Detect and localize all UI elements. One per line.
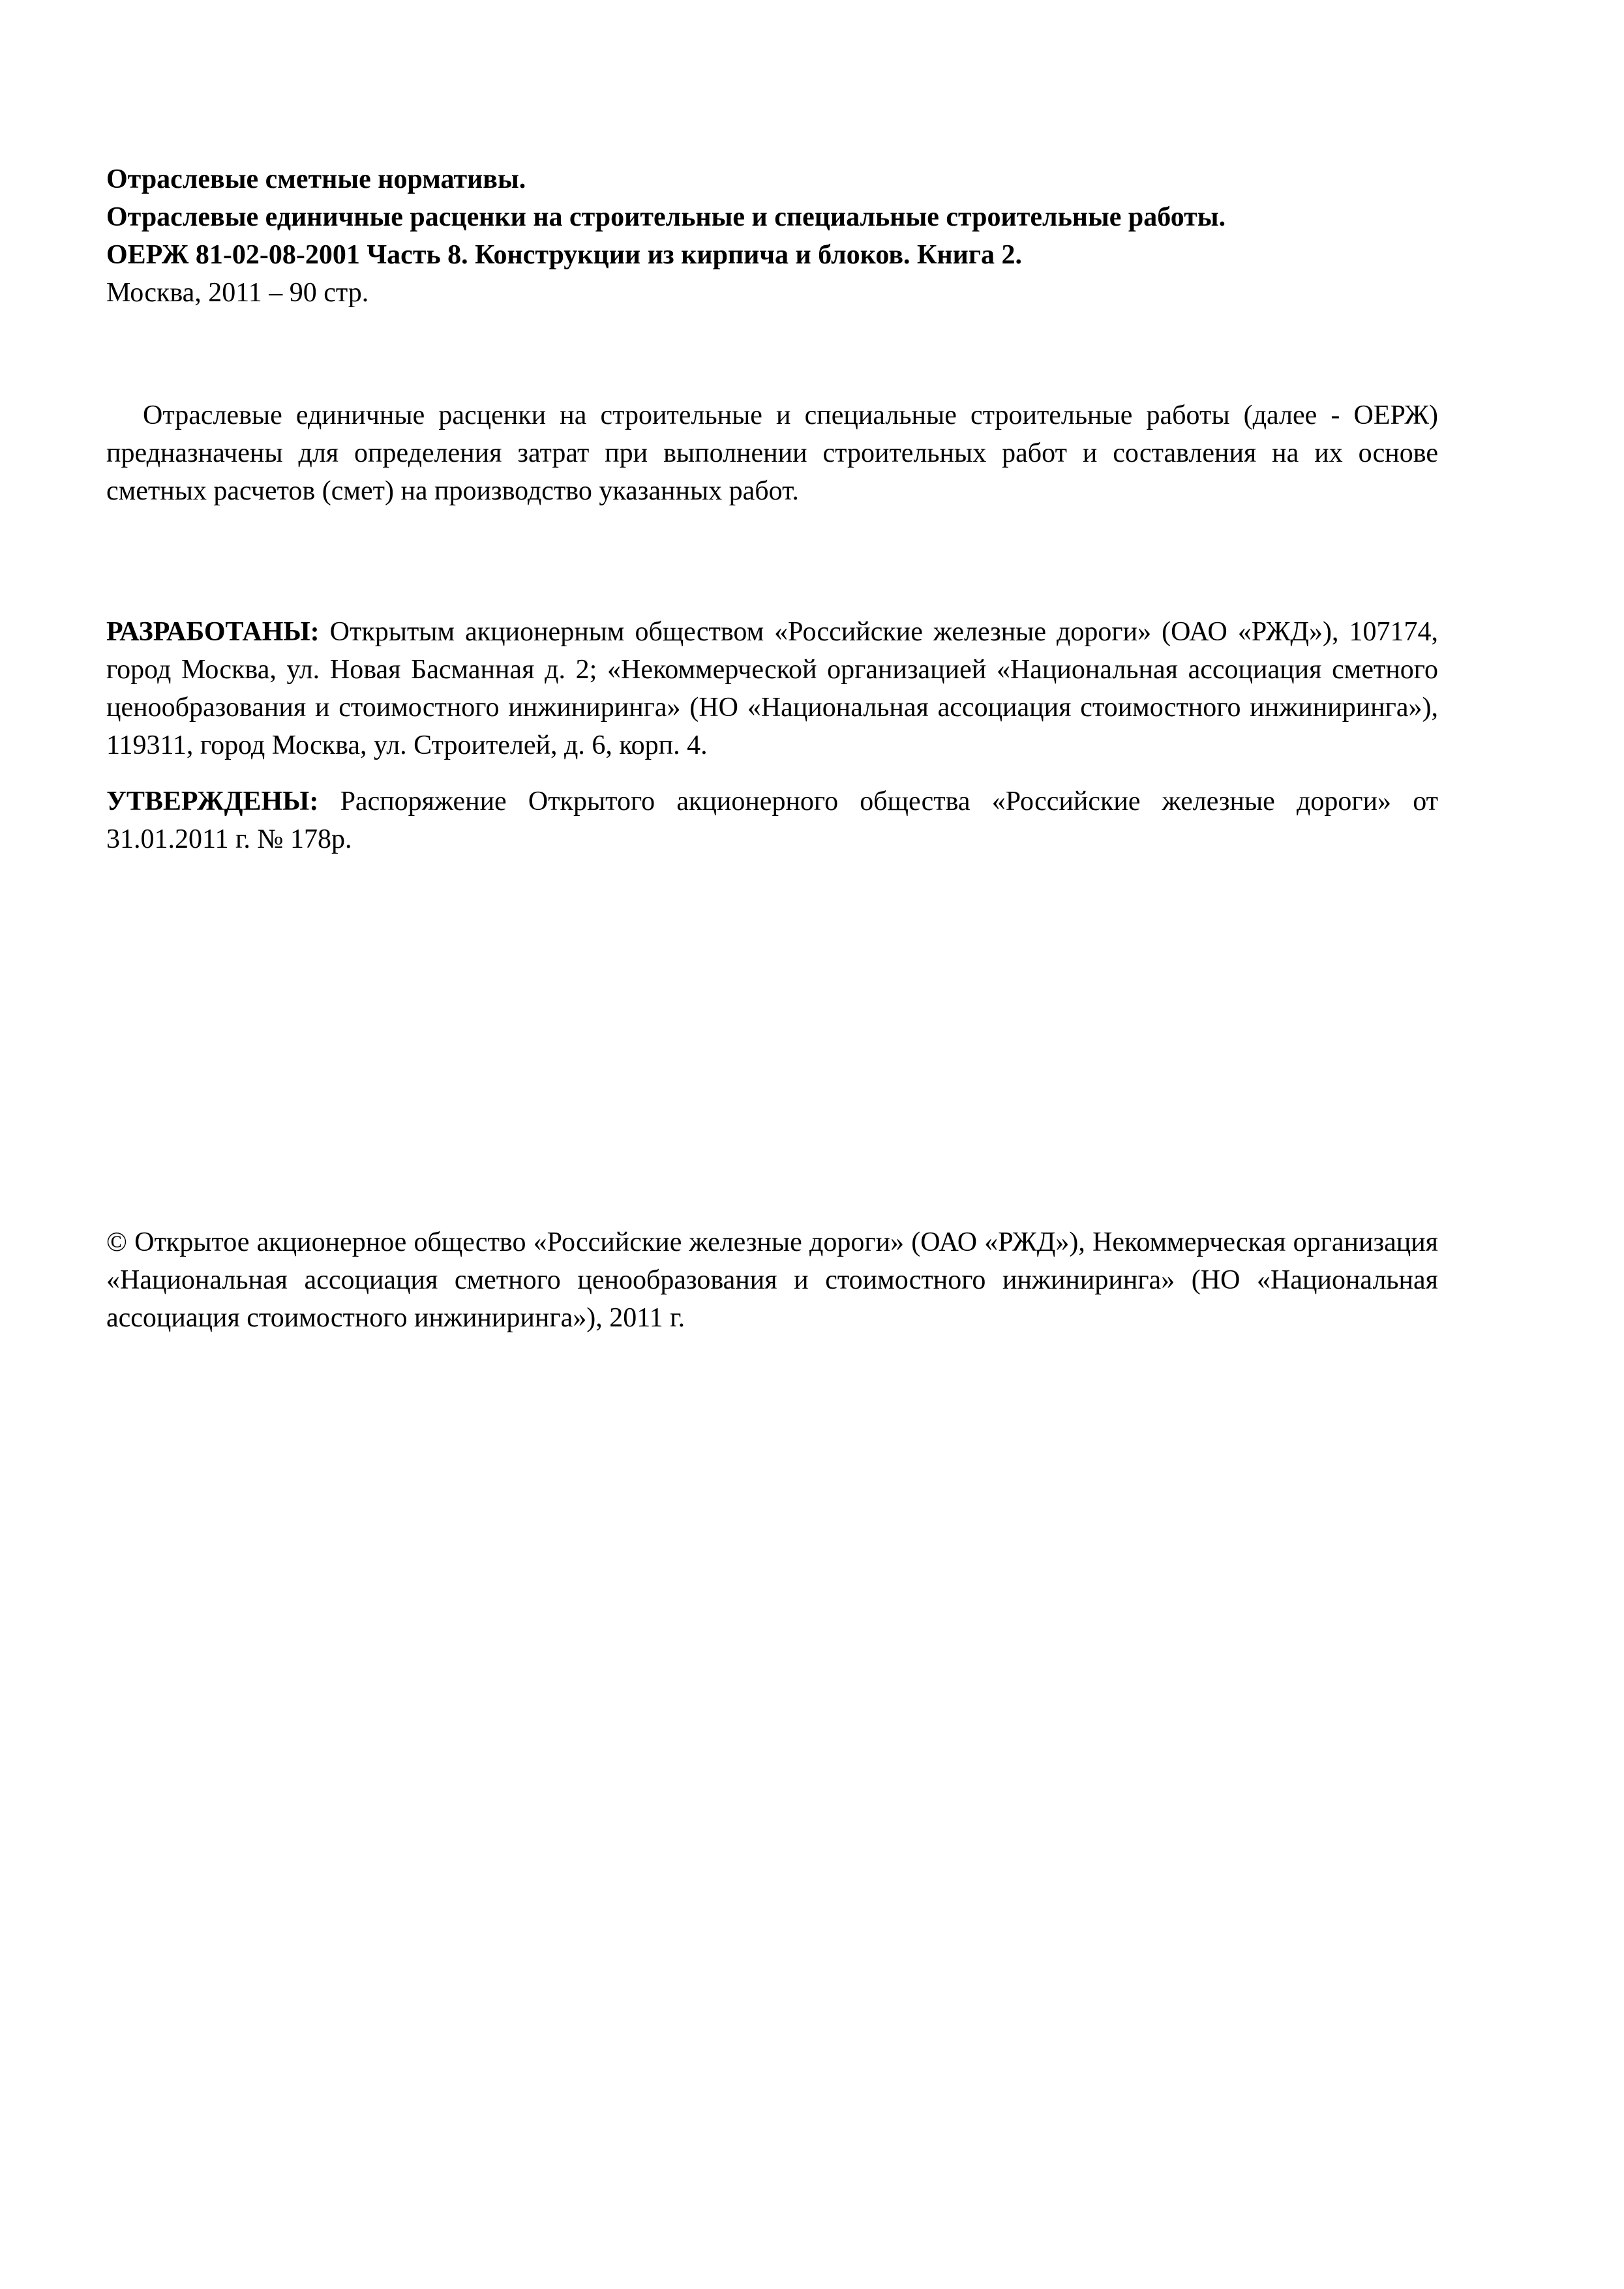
- copyright-paragraph: © Открытое акционерное общество «Российские железные дороги» (ОАО «РЖД»), Некоммерческая организация «Национальная ассоциация сметного ценообразования и стоимостного инжиниринга» (НО «Национальная ассоциация стоимостного инжиниринга»), 2011 г.: [106, 1227, 1438, 1333]
- approved-paragraph: [106, 783, 1438, 858]
- publication-info: Москва, 2011 – 90 стр.: [106, 278, 369, 308]
- approved-label: УТВЕРЖДЕНЫ:: [106, 786, 319, 816]
- developed-paragraph: [106, 613, 1438, 764]
- title-block: [106, 160, 1438, 312]
- developed-text: Открытым акционерным обществом «Российские железные дороги» (ОАО «РЖД»), 107174, город Москва, ул. Новая Басманная д. 2; «Некоммерческой организацией «Национальная ассоциация сметного ценообразования и стоимостного инжиниринга» (НО «Национальная ассоциация стоимостного инжиниринга»), 119311, город Москва, ул. Строителей, д. 6, корп. 4.: [106, 617, 1438, 760]
- developed-label: РАЗРАБОТАНЫ:: [106, 617, 320, 647]
- title-line-1: Отраслевые сметные нормативы.: [106, 164, 526, 194]
- intro-paragraph: Отраслевые единичные расценки на строительные и специальные строительные работы (далее - ОЕРЖ) предназначены для определения затрат при выполнении строительных работ и составления на их основе сметных расчетов (смет) на производство указанных работ.: [106, 400, 1438, 506]
- approved-text: Распоряжение Открытого акционерного общества «Российские железные дороги» от 31.01.2011 г. № 178р.: [106, 786, 1439, 854]
- title-line-2: Отраслевые единичные расценки на строительные и специальные строительные работы.: [106, 202, 1226, 232]
- title-line-3: ОЕРЖ 81-02-08-2001 Часть 8. Конструкции из кирпича и блоков. Книга 2.: [106, 240, 1022, 270]
